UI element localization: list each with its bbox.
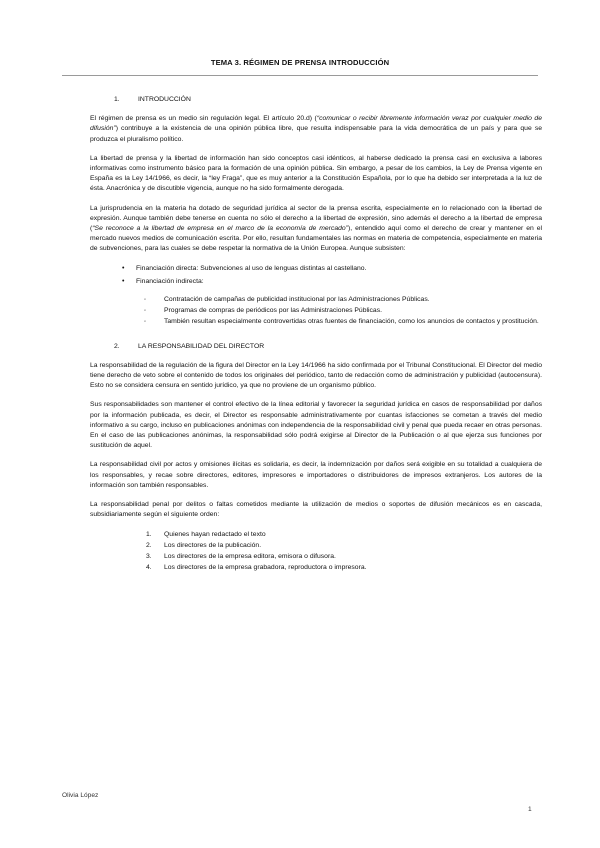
section-number: 2. xyxy=(114,342,120,350)
text-run: ) contribuye a la existencia de una opinión pública libre, que resulta indispensable para la vida democrática de un país y para que se produzca el pluralismo político. xyxy=(90,125,542,143)
paragraph xyxy=(90,204,542,255)
sub-bullet-list xyxy=(90,295,542,328)
footer-author: Olivia López xyxy=(62,792,99,799)
section-title: LA RESPONSABILIDAD DEL DIRECTOR xyxy=(138,342,265,350)
item-number: 3. xyxy=(146,552,152,560)
section-heading-introduccion xyxy=(90,95,542,105)
document-body xyxy=(90,95,542,574)
list-item: ◦ También resultan especialmente controvertidas otras fuentes de financiación, como los anuncios de contactos y prostitución. xyxy=(144,317,542,327)
bullet-list xyxy=(90,264,542,287)
italic-quote: “Se reconoce a la libertad de empresa en el marco de la economía de mercado” xyxy=(92,225,348,233)
list-item xyxy=(146,530,542,540)
paragraph: La responsabilidad de la regulación de la figura del Director en la Ley 14/1966 ha sido confirmada por el Tribunal Constitucional. El Director del medio tiene derecho de veto sobre el contenido de todos los originales del periódico, tanto de redacción como de administración y publicidad (autocensura). Esto no se considera censura en sentido jurídico, ya que no proviene de un organismo público. xyxy=(90,361,542,390)
section-number: 1. xyxy=(114,96,120,103)
item-number: 1. xyxy=(146,530,152,538)
italic-quote: “comunicar o recibir libremente información veraz por cualquier medio de difusión” xyxy=(90,115,542,133)
paragraph xyxy=(90,114,542,145)
paragraph: Sus responsabilidades son mantener el control efectivo de la línea editorial y favorecer la seguridad jurídica en casos de responsabilidad por daños por la información publicada, es decir, el Director es responsable administrativamente por cuantas isfacciones se cometan a través del medio informativo a su cargo, incluso en publicaciones anónimas con independencia de la responsabilidad civil y penal que pueda recaer en otras personas. En el caso de las publicaciones anónimas, la responsabilidad sólo podrá exigirse al Director de la Publicación o al que ejerza sus funciones por sustitución de aquel. xyxy=(90,401,542,450)
list-item xyxy=(146,541,542,551)
paragraph: La responsabilidad penal por delitos o faltas cometidos mediante la utilización de medios o soportes de difusión mecánicos es en cascada, subsidiariamente según el siguiente orden: xyxy=(90,501,542,519)
list-item: ◦ Programas de compras de periódicos por las Administraciones Públicas. xyxy=(144,306,542,316)
ordered-list xyxy=(90,530,542,574)
text-run: El régimen de prensa es un medio sin regulación legal. El artículo 20.d) ( xyxy=(90,115,317,123)
paragraph: La responsabilidad civil por actos y omisiones ilícitas es solidaria, es decir, la indemnización por daños será exigible en su totalidad a cualquiera de los responsables, y recae sobre directores, editores, impresores e importadores o distribuidores de impresos extranjeros. Los autores de la información son también responsables. xyxy=(90,461,542,489)
paragraph: La libertad de prensa y la libertad de información han sido conceptos casi idénticos, al haberse dedicado la prensa casi en exclusiva a labores informativas como instrumento básico para la formación de una opinión pública. Sin embargo, a pesar de los cambios, la Ley de Prensa vigente en España es la Ley 14/1966, es decir, la “ley Fraga”, que es muy anterior a la Constitución Española, por lo que ha debido ser interpretada a la luz de ésta. Anacrónica y de discutible vigencia, aunque no ha sido formalmente derogada. xyxy=(90,154,542,193)
item-number: 4. xyxy=(146,564,152,572)
list-item: ◦ Contratación de campañas de publicidad institucional por las Administraciones Públicas. xyxy=(144,295,542,305)
text-run: ), entendido aquí como el derecho de crear y mantener en el mercado nuevos medios de comunicación escrita. Por ello, resultan fundamentales las normas en materia de competencia, especialmente en materia de subvenciones, para las cuales se debe respetar la normativa de la Unión Europea. Aunque subsisten: xyxy=(90,225,543,253)
item-text: Los directores de la publicación. xyxy=(164,541,262,549)
item-text: Los directores de la empresa editora, emisora o difusora. xyxy=(164,552,336,560)
list-item xyxy=(146,563,542,573)
list-item xyxy=(146,552,542,562)
page-number: 1 xyxy=(528,806,532,813)
section-title: INTRODUCCIÓN xyxy=(138,96,191,103)
item-text: Los directores de la empresa grabadora, reproductora o impresora. xyxy=(164,564,367,572)
item-number: 2. xyxy=(146,541,152,549)
page-header: TEMA 3. RÉGIMEN DE PRENSA INTRODUCCIÓN xyxy=(210,58,390,67)
section-heading-responsabilidad xyxy=(90,342,542,352)
header-divider xyxy=(62,75,538,76)
list-item: • Financiación directa: Subvenciones al uso de lenguas distintas al castellano. xyxy=(122,264,542,274)
text-run: La jurisprudencia en la materia ha dotado de seguridad jurídica al sector de la prensa escrita, especialmente en lo relacionado con la libertad de expresión. Aunque también debe tenerse en cuenta no sólo el derecho a la libertad de expresión, sino además el derecho a la libertad de empresa ( xyxy=(90,204,542,233)
list-item: • Financiación indirecta: xyxy=(122,277,542,287)
item-text: Quienes hayan redactado el texto xyxy=(164,530,266,538)
